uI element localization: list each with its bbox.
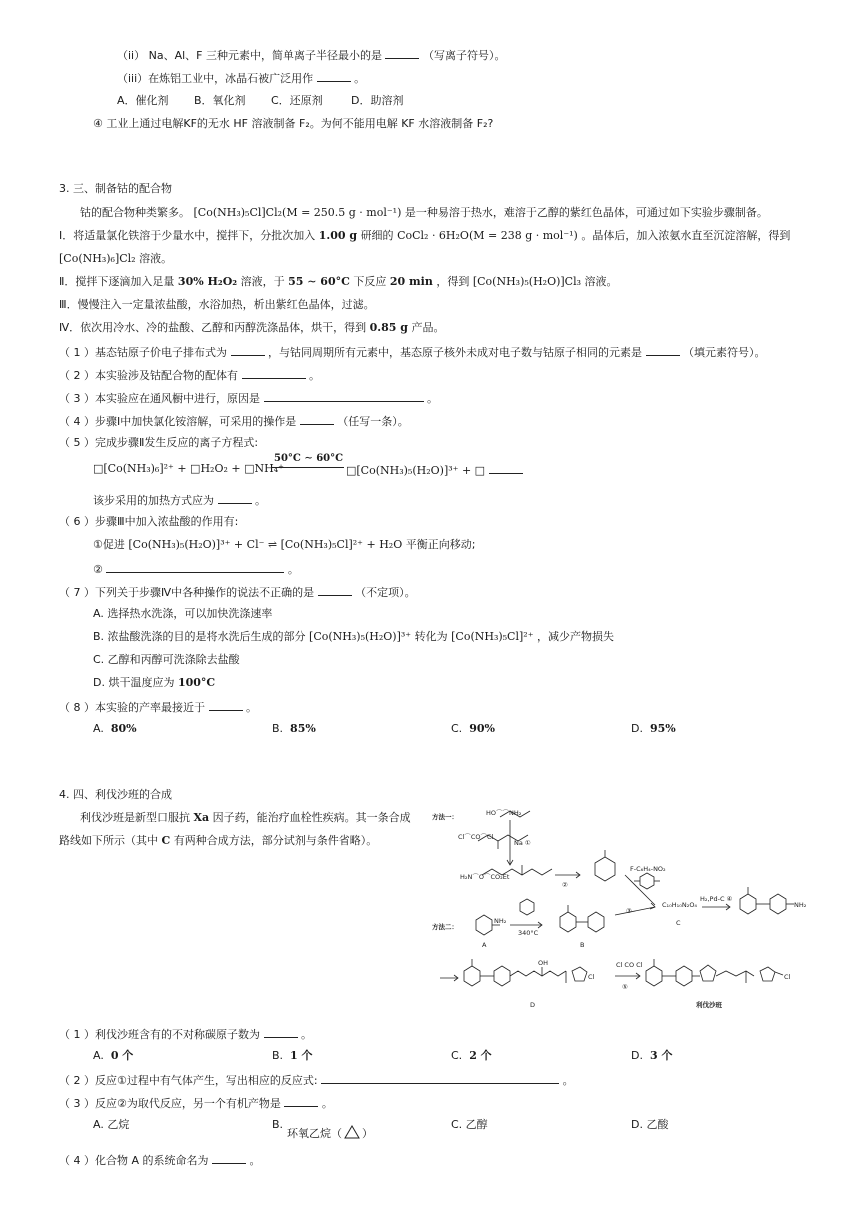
equation-left: □[Co(NH₃)₆]²⁺ + □H₂O₂ + □NH₄⁺ [93,462,284,475]
reagent-ethanolamine: HO⌒⌒NH₂ [486,809,522,817]
question-text: （不定项）。 [355,586,416,599]
mass-value: 1.00 g [318,229,358,242]
step-4 [59,321,444,335]
answer-blank[interactable] [106,561,284,573]
q4-1-option-a[interactable]: A. 0 个 [93,1049,134,1062]
intro-text: 是一种易溶于热水，难溶于乙醇的紫红色晶体，可通过如下实验步骤制备。 [404,206,768,219]
answer-blank[interactable] [209,699,243,711]
q4-1 [59,1026,312,1042]
q3-8-option-a[interactable]: A. 80% [93,722,137,735]
question-text: （ 7 ）下列关于步骤Ⅳ中各种操作的说法不正确的是 [59,586,315,599]
step-text: 下反应 [353,275,387,288]
answer-blank[interactable] [317,70,351,82]
formula: [Co(NH₃)₅(H₂O)]Cl₃ [472,275,582,288]
q3-7-option-b[interactable] [93,630,614,644]
section-3-intro [80,206,768,220]
question-text: 该步采用的加热方式应为 [93,494,214,507]
answer-blank[interactable] [489,462,523,474]
q2-ii-tail: （写离子符号）。 [422,49,506,62]
section-4-heading: 4. 四、利伐沙班的合成 [59,788,172,801]
formula: [Co(NH₃)₅Cl]²⁺ [451,630,534,643]
q3-7 [59,584,416,600]
q2-iii-text: （iii）在炼铝工业中，冰晶石被广泛用作 [117,72,314,85]
compound-b-label: B [580,941,585,949]
section-4-intro-1 [80,811,411,825]
step-4-label: H₂,Pd-C ④ [700,895,733,903]
step-text: 研细的 [360,229,394,242]
cl-label: Cl [784,973,791,981]
step-1 [59,229,790,243]
q2-option-d[interactable]: D．助溶剂 [351,94,404,107]
question-text: （填元素符号）。 [683,346,766,359]
answer-blank[interactable] [318,584,352,596]
q4-1-option-d[interactable]: D. 3 个 [631,1049,673,1062]
oh-label: OH [538,959,549,967]
question-text: 平衡正向移动; [405,538,476,551]
q4-3-option-d[interactable]: D. 乙酸 [631,1118,669,1131]
q3-8-option-d[interactable]: D. 95% [631,722,676,735]
question-text: 。 [427,392,438,405]
answer-blank[interactable] [300,413,334,425]
reagent-chloro: Cl⌒CO⌒Cl [458,833,494,841]
q2-iii-tail: 。 [354,72,366,85]
formula: 30% H₂O₂ [177,275,238,288]
q3-5-heat [93,492,266,508]
q3-7-option-c[interactable]: C. 乙醇和丙醇可洗涤除去盐酸 [93,653,240,666]
method-1-label: 方法一： [432,813,458,821]
option-text: D. 烘干温度应为 [93,676,175,689]
answer-blank[interactable] [284,1095,318,1107]
q3-6-1 [93,538,475,552]
question-text: 。 [249,1154,261,1167]
q2-ii-text: （ii） Na、Al、F 三种元素中，简单离子半径最小的是 [117,49,382,62]
temperature: 100°C [177,676,216,689]
aniline-nh2: NH₂ [494,917,507,925]
equation-arrow [272,467,344,468]
section-4-intro-2 [59,834,377,848]
q4-2 [59,1072,574,1088]
epoxide-option-text [287,1124,373,1141]
option-text: ） [362,1127,373,1140]
question-text: 。 [309,369,320,382]
step-1-label: Na ① [514,839,531,847]
q3-8-option-b[interactable]: B. 85% [272,722,316,735]
q2-option-a[interactable]: A．催化剂 [117,94,169,107]
option-text: 转化为 [414,630,448,643]
step-text: Ⅰ．将适量氯化铁溶于少量水中，搅拌下，分批次加入 [59,229,316,242]
answer-blank[interactable] [264,1026,298,1038]
q4-1-option-b[interactable]: B. 1 个 [272,1049,313,1062]
step-text: ，得到 [436,275,470,288]
q3-2 [59,367,320,383]
reagent-phosgene: Cl CO Cl [616,961,643,969]
q3-7-option-a[interactable]: A. 选择热水洗涤，可以加快洗涤速率 [93,607,273,620]
intro-text: 因子药，能治疗血栓性疾病。其一条合成 [212,811,411,824]
q3-6-2 [93,561,299,577]
question-text: （ 1 ）利伐沙班含有的不对称碳原子数为 [59,1028,260,1041]
question-text: （ 2 ）反应①过程中有气体产生，写出相应的反应式: [59,1074,318,1087]
question-text: 。 [301,1028,312,1041]
equation-right [346,462,523,478]
step-text: 溶液。 [139,252,173,265]
formula: [Co(NH₃)₅Cl]Cl₂(M = 250.5 g · mol⁻¹) [193,206,402,219]
section-3-heading: 3. 三、制备钴的配合物 [59,182,172,195]
q4-3-option-a[interactable]: A. 乙烷 [93,1118,130,1131]
question-text: （任写一条）。 [337,415,409,428]
temperature: 55 ∼ 60°C [288,275,350,288]
step-2 [59,275,618,289]
step-text: 溶液。 [584,275,618,288]
q3-1 [59,344,766,360]
step-text: Ⅱ．搅拌下逐滴加入足量 [59,275,175,288]
q3-6: （ 6 ）步骤Ⅲ中加入浓盐酸的作用有: [59,515,239,528]
question-text: 。 [562,1074,574,1087]
mass-value: 0.85 g [369,321,408,334]
intro-text: 利伐沙班是新型口服抗 [80,811,190,824]
answer-blank[interactable] [231,344,265,356]
q4-1-option-c[interactable]: C. 2 个 [451,1049,492,1062]
q3-5: （ 5 ）完成步骤Ⅱ发生反应的离子方程式: [59,436,259,449]
q2-item-4: ④ 工业上通过电解KF的无水 HF 溶液制备 F₂。为何不能用电解 KF 水溶液制备 F₂? [93,117,494,130]
compound-label: C [161,834,171,847]
answer-blank[interactable] [212,1152,246,1164]
q2-option-c[interactable]: C．还原剂 [271,94,323,107]
step-text: 。晶体后，加入浓氨水直至沉淀溶解，得到 [581,229,791,242]
intro-text: 有两种合成方法，部分试剂与条件省略）。 [173,834,378,847]
q3-8 [59,699,257,715]
reagent-nitroaryl: F-C₆H₄-NO₂ [630,865,666,873]
intro-text: 钴的配合物种类繁多。 [80,206,190,219]
option-text: 环氧乙烷（ [287,1127,342,1140]
step-1-cont [59,252,172,266]
q3-8-option-c[interactable]: C. 90% [451,722,495,735]
q4-3-option-b[interactable] [272,1118,283,1132]
question-text: 。 [321,1097,333,1110]
step-text: Ⅳ．依次用冷水、冷的盐酸、乙醇和丙醇洗涤晶体，烘干，得到 [59,321,367,334]
time-value: 20 min [389,275,433,288]
answer-blank[interactable] [385,47,419,59]
question-text: （ 3 ）反应②为取代反应，另一个有机产物是 [59,1097,281,1110]
compound-c-formula: C₁₀H₁₀N₂O₄ [662,901,698,909]
question-text: （ 3 ）本实验应在通风橱中进行，原因是 [59,392,260,405]
compound-d-label: D [530,1001,536,1009]
q4-3-option-c[interactable]: C. 乙醇 [451,1118,488,1131]
step-text: 产品。 [411,321,445,334]
question-text: ② [93,563,103,576]
step-5-label: ⑤ [622,983,628,991]
question-text: （ 8 ）本实验的产率最接近于 [59,701,205,714]
formula: [Co(NH₃)₅(H₂O)]³⁺ + Cl⁻ ⇌ [Co(NH₃)₅Cl]²⁺ + H₂O [128,538,403,551]
question-text: （ 4 ）步骤Ⅰ中加快氯化铵溶解，可采用的操作是 [59,415,297,428]
epoxide-icon [342,1124,362,1140]
question-text: （ 4 ）化合物 A 的系统命名为 [59,1154,209,1167]
step-text: 溶液，于 [240,275,285,288]
question-text: 。 [255,494,266,507]
formula: [Co(NH₃)₆]Cl₂ [59,252,136,265]
compound-c-label: C [676,919,681,927]
step-3-label: ③ [626,907,632,915]
question-text: （ 1 ）基态钴原子价电子排布式为 [59,346,227,359]
product-name: 利伐沙班 [696,1001,722,1009]
option-text: B. 浓盐酸洗涤的目的是将水洗后生成的部分 [93,630,306,643]
answer-blank[interactable] [218,492,252,504]
question-text: 。 [246,701,257,714]
question-text: 。 [287,563,299,576]
q2-iii [117,70,365,86]
step-3: Ⅲ．慢慢注入一定量浓盐酸，水浴加热，析出紫红色晶体，过滤。 [59,298,375,311]
question-text: ，与钴同周期所有元素中，基态原子核外未成对电子数与钴原子相同的元素是 [268,346,642,359]
answer-blank[interactable] [321,1072,559,1084]
q2-ii [117,47,505,63]
equation-right-text: □[Co(NH₃)₅(H₂O)]³⁺ + □ [346,464,486,477]
q3-4 [59,413,409,429]
q4-4 [59,1152,261,1168]
cl-label: Cl [588,973,595,981]
intermediate-amine: H₂N⌒O⌒CO₂Et [460,873,510,881]
option-letter: B. [272,1118,284,1131]
step-2-label: ② [562,881,568,889]
q4-3 [59,1095,333,1111]
formula: [Co(NH₃)₅(H₂O)]³⁺ [309,630,412,643]
amine-end-label: NH₂ [794,901,807,909]
q3-7-option-d[interactable] [93,676,215,690]
synthesis-scheme [430,795,820,1020]
question-text: （ 2 ）本实验涉及钴配合物的配体有 [59,369,238,382]
equation-condition: 50°C ∼ 60°C [274,453,344,464]
option-text: ，减少产物损失 [537,630,615,643]
factor-name: Xa [193,811,210,824]
question-text: ①促进 [93,538,125,551]
q2-option-b[interactable]: B．氧化剂 [194,94,246,107]
answer-blank[interactable] [264,390,424,402]
answer-blank[interactable] [646,344,680,356]
method-2-label: 方法二： [432,923,458,931]
formula: CoCl₂ · 6H₂O(M = 238 g · mol⁻¹) [397,229,578,242]
q3-3 [59,390,438,406]
answer-blank[interactable] [242,367,306,379]
temperature-label: 340°C [518,929,539,937]
compound-a-label: A [482,941,487,949]
intro-text: 路线如下所示（其中 [59,834,158,847]
